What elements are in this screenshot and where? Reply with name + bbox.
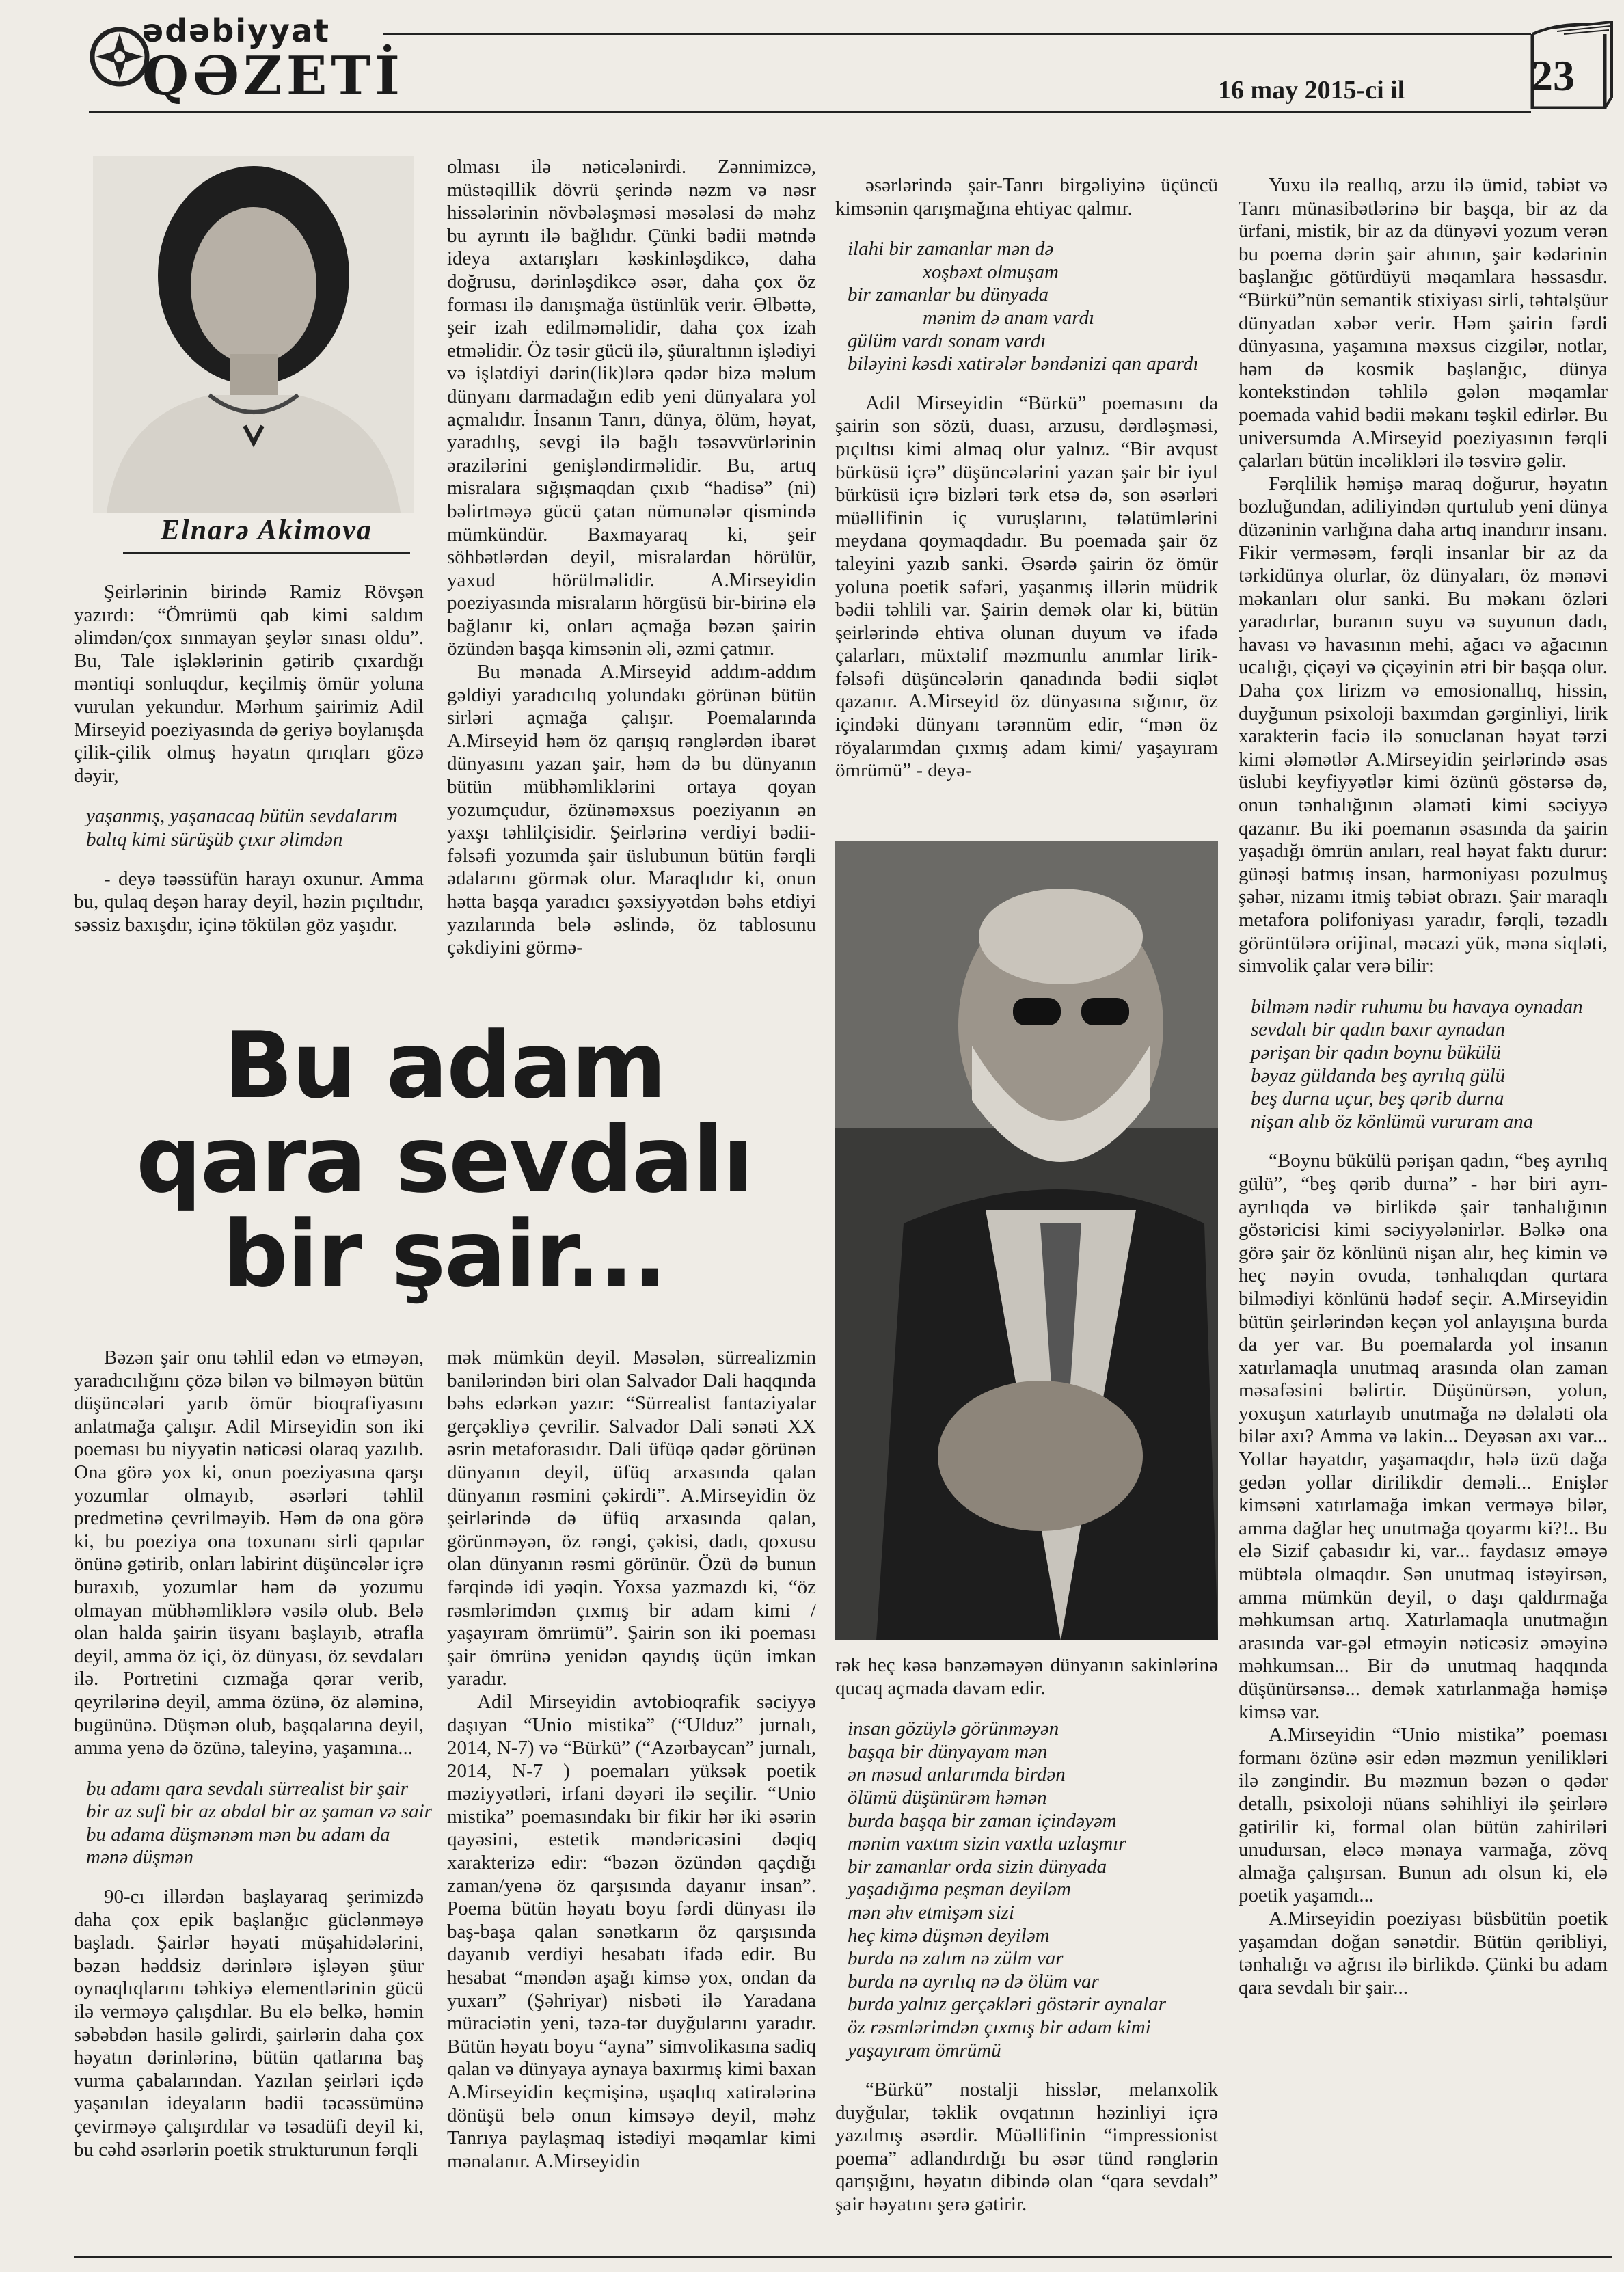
paragraph: A.Mirseyidin poeziyası büsbütün poetik yaşamdan doğan sənətdir. Bütün qəribliyi, tənhalığı və ağrısı ilə birlikdə. Çünki bu adam qara sevdalı bir şair...	[1239, 1907, 1608, 1999]
verse-line: bu adama düşmənəm mən bu adam da	[86, 1823, 390, 1845]
verse-line: biləyini kəsdi xatirələr bəndənizi qan apardı	[848, 353, 1199, 375]
verse-line: nişan alıb öz könlümü vururam ana	[1251, 1110, 1534, 1133]
verse-line: öz rəsmlərimdən çıxmış bir adam kimi	[848, 2016, 1151, 2038]
verse-line: gülüm vardı sonam vardı	[848, 329, 1046, 352]
verse-line: heç kimə düşmən deyiləm	[848, 1924, 1050, 1947]
verse-line: beş durna uçur, beş qərib durna	[1251, 1087, 1504, 1110]
masthead	[89, 12, 404, 115]
issue-date: 16 may 2015-ci il	[1218, 76, 1405, 105]
star-emblem-icon	[89, 26, 150, 87]
paragraph: Bəzən şair onu təhlil edən və etməyən, yaradıcılığını çözə bilən və bilməyən bütün düşüncələri yarıb ömür bioqrafiyasını anlatmağa çalışır. Adil Mirseyidin son iki poeması bu niyyətin nəticəsi olaraq yazılıb. Ona görə yox ki, onun poeziyasına qarşı yozumlar olmayıb, əsərləri təhlil predmetinə çevrilməyib. Həm də ona görə ki, bu poeziya ona toxunanı sirli qapılar önünə gətirib, onları labirint düşüncələr içrə buraxıb, yozumlar həm də yozumu olmayan mübhəmliklərə vəsilə olub. Belə olan halda şairin üsyanı başlayıb, ətrafla deyil, amma öz içi, öz dünyası, öz sevdaları ilə. Portretini cızmağa qərar verib, qeyrilərinə deyil, amma özünə, öz aləminə, bugününə. Düşmən olub, başqalarına deyil, amma yenə də özünə, taleyinə, yaşamına...	[74, 1347, 424, 1759]
verse-line: başqa bir dünyayam mən	[848, 1740, 1048, 1763]
verse-line: balıq kimi sürüşüb çıxır əlimdən	[86, 828, 343, 850]
column-3-top	[835, 174, 1218, 783]
verse-line: ən məsud anlarımda birdən	[848, 1763, 1066, 1786]
verse-line: bir az sufi bir az abdal bir az şaman və sair	[86, 1800, 432, 1823]
verse-line: yaşanmış, yaşanacaq bütün sevdalarım	[86, 805, 398, 828]
verse	[848, 238, 1218, 376]
column-1-bottom	[74, 1347, 432, 2161]
masthead-line2: QƏZETİ	[142, 45, 404, 107]
verse-line: mən əhv etmişəm sizi	[848, 1901, 1015, 1923]
page-number-box	[1530, 21, 1616, 109]
verse-line: sevdalı bir qadın baxır aynadan	[1251, 1018, 1506, 1041]
paragraph: olması ilə nəticələnirdi. Zənnimizcə, müstəqillik dövrü şerində nəzm və nəsr hissələrinin növbələşməsi məsələsi də məhz bu ayrıntı ilə bağlıdır. Çünki bədii mətndə ideya axtarışları kəskinləşdikcə, daha doğrusu, dərinləşdikcə əsər, daha çox öz forması ilə danışmağa üstünlük verir. Əlbəttə, şeir izah edilməməlidir, daha çox izah etməlidir. Öz təsir gücü ilə, şüuraltının işlədiyi və işlətdiyi dərin(lik)lərə qədər bizə məlum dünyanı darmadağın edib yeni dünyalara yol açmalıdır. İnsanın Tanrı, dünya, ölüm, həyat, yaradılış, sevgi ilə bağlı təsəvvürlərinin ərazilərini genişləndirməlidir. Bu, artıq misralara sığışmaqdan çıxıb “hadisə” (ni) bəlirtməyə gücü çatan nümunələr qismində mümkündür. Baxmayaraq ki, şeir söhbətlərdən deyil, misralardan hörülür, yaxud hörülməlidir. A.Mirseyidin poeziyasında misraların hörgüsü bir-birinə elə bağlanır ki, onları açmağa bəzən şairin özündən başqa kimsənin əli, əzmi çatmır.	[447, 156, 816, 660]
headline-line: Bu adam	[223, 1012, 666, 1119]
paragraph: “Bürkü” nostalji hisslər, melanxolik duyğular, təklik ovqatının həzinliyi içrə yazılmış əsərdir. Müəllifinin “impressionist poema” adlandırdığı bu əsər tünd rənglərin qarışığını, həyatın dibində olan “qara sevdalı” şair həyatını şerə gətirir.	[835, 2079, 1218, 2216]
paragraph: Şeirlərinin birində Ramiz Rövşən yazırdı: “Ömrümü qab kimi saldım əlimdən/çox sınmayan şeylər sınası oldu”. Bu, Tale işləklərinin gətirib çıxardığı məntiqi sonluqdur, keçilmiş ömür yoluna vurulan yekundur. Mərhum şairimiz Adil Mirseyid poeziyasında də geriyə boylanışda çilik-çilik olmuş həyatın qırıqları gözə dəyir,	[74, 581, 424, 787]
verse-line: yaşadığıma peşman deyiləm	[848, 1878, 1071, 1901]
verse-line: mənə düşmən	[86, 1846, 194, 1869]
verse-line: bir zamanlar orda sizin dünyada	[848, 1855, 1107, 1878]
paragraph: A.Mirseyidin “Unio mistika” poeması formanı özünə əsir edən məzmun yenilikləri ilə zəngindir. Bu məzmun bəzən o qədər detallı, psixoloji nüans səhihliyi ilə şeirlərə gətirilir ki, formal olan bütün zahiriləri unudursan, eləcə mənaya varmağa, zövq almağa çalışırsan. Bunun adı olsun ki, elə poetik yaşamdı...	[1239, 1724, 1608, 1907]
verse-line: bilməm nədir ruhumu bu havaya oynadan	[1251, 995, 1583, 1018]
verse-line: yaşayıram ömrümü	[848, 2039, 1001, 2061]
verse-line: bir zamanlar bu dünyada	[848, 284, 1049, 306]
verse-line: mənim də anam vardı	[923, 306, 1095, 329]
verse-line: burda nə zalım nə zülm var	[848, 1947, 1064, 1970]
verse-line: ölümü düşünürəm həmən	[848, 1786, 1047, 1809]
verse-line: insan gözüylə görünməyən	[848, 1718, 1059, 1740]
header-top-rule	[383, 33, 1531, 35]
verse-line: ilahi bir zamanlar mən də	[848, 238, 1054, 260]
verse-line: bu adamı qara sevdalı sürrealist bir şair	[86, 1777, 409, 1800]
paragraph: Adil Mirseyidin avtobioqrafik səciyyə daşıyan “Unio mistika” (“Ulduz” jurnalı, 2014, N-7) və “Bürkü” (“Azərbaycan” jurnalı, 2014, N-7 ) poemaları yüksək poetik məziyyətləri, irfani dəyəri ilə seçilir. “Unio mistika” poemasındakı bir fikir hər iki əsərin qayəsini, estetik məndəricəsini dəqiq xarakterizə edir: “bəzən özündən qaçdığı zaman/yenə öz qarşısında dayanır insan”. Poema bütün həyatı boyu fərdi dünyası ilə baş-başa qalan sənətkarın öz qarşısında dayanıb verdiyi hesabatı ifadə edir. Bu hesabat “məndən aşağı kimsə yox, ondan da yuxarı” (Şəhriyar) nisbəti ilə Yaradana müraciətin yeni, təzə-tər duyğularını yaradır. Bütün həyatı boyu “ayna” simvolikasına sadiq qalan və dünyaya aynaya baxırmış kimi baxan A.Mirseyidin keçmişinə, uşaqlıq xatirələrinə dönüşü belə onun kimsəyə deyil, məhz Tanrıya paylaşmaq istədiyi məqamlar kimi mənalanır. A.Mirseyidin	[447, 1690, 816, 2172]
verse-line: bəyaz güldanda beş ayrılıq gülü	[1251, 1064, 1506, 1087]
headline-line: qara sevdalı	[136, 1107, 753, 1213]
paragraph: Adil Mirseyidin “Bürkü” poemasını da şairin son sözü, duası, arzusu, dərdləşməsi, pıçıltısı kimi almaq olur yalnız. “Bir avqust bürküsü içrə” düşüncələrini yazan şair bir iyul bürküsü içrə bizləri tərk etsə də, son əsərləri müəllifinin iç vuruşlarını, təlatümlərini meydana qoymaqdadır. Bu poemada şair öz taleyini yazıb sanki. Əsərdə şairin öz ömür yoluna poetik səfəri, yaşanmış illərin müdrik bədii təhlili var. Şairin demək olar ki, bütün şeirlərində ehtiva olunan duyum və ifadə çalarları, müxtəlif məzmunlu anımlar lirik-fəlsəfi düşüncələrin qanadında bədii siqlət qazanır. A.Mirseyid öz dünyasına sığınır, öz içindəki dünyanı tərənnüm edir, “mən öz röyalarımdan çıxmış adam kimi/ yaşayıram ömrümü” - deyə-	[835, 392, 1218, 782]
paragraph: 90-cı illərdən başlayaraq şerimizdə daha çox epik başlanğıc güclənməyə başladı. Şairlər həyati müşahidələrini, bəzən həddsiz dərinlərə işləyən şüur oynaqlıqlarını təhkiyə elementlərinin gücü ilə verməyə çalışdılar. Bu elə belkə, həmin səbəbdən hasilə gəlirdi, şairlərin daha çox həyatın dərinlərinə, bütün qatlarına baş vurma çabalarından. Yazılan şeirləri içdə yaşanılan ideyaların bədii təcəssümünə çevirməyə çalışırdılar və təsadüfi deyil ki, bu cəhd əsərlərin poetik strukturunun fərqli	[74, 1886, 424, 2161]
author-portrait	[93, 156, 414, 513]
paragraph: “Boynu bükülü pərişan qadın, “beş ayrılıq gülü”, “beş qərib durna” - hər biri ayrı-ayrılıqda və birlikdə şair tənhalığının göstəricisi kimi səciyyələnirlər. Bəlkə ona görə şair öz könlünü nişan alır, heç kimin və heç nəyin ovuda, tənhalıqdan qurtara bilmədiyi könlünü hədəf seçir. A.Mirseyidin bütün şeirlərindən keçən yol anlayışına burda da yer var. Bu poemalarda yol insanın xatırlamaqla unutmaq arasında olan zaman məsafəsini bəlirtir. Düşünürsən, yolun, yoxuşun xatırlayıb unutmağa nə dəlaləti ola bilər axı? Amma və lakin... Deyəsən axı var... Yollar həyatdır, yaşamaqdır, hələ üzü dağa gedən yollar dirilikdir deməli... Enişlər kimsəni xatırlamağa imkan verməyə bilər, amma dağlar heç unutmağa qoyarmı ki?!.. Bu elə Sizif çabasıdır ki, var... faydasız əməyə mübtəla olmaqdır. Sən unutmaq istəyirsən, amma mümkün deyil, o daşı qaldırmağa məhkumsan artıq. Xatırlamaqla unutmağın arasında var-gəl etməyin nəticəsiz əməyinə məhkumsan... Bir də unutmaq haqqında düşünürsənsə... demək xatırlanmağa həmişə kimsə var.	[1239, 1150, 1608, 1723]
column-2-bottom	[447, 1347, 816, 2173]
poet-photo	[835, 841, 1218, 1640]
header-rule	[89, 111, 1531, 113]
article-headline	[103, 1012, 786, 1308]
column-1-top	[74, 581, 424, 936]
headline-line: bir şair...	[222, 1201, 666, 1308]
paragraph: əsərlərində şair-Tanrı birgəliyinə üçüncü kimsənin qarışmağına ehtiyac qalmır.	[835, 174, 1218, 219]
author-name: Elnarə Akimova	[123, 514, 410, 554]
paragraph: - deyə təəssüfün harayı oxunur. Amma bu, qulaq deşən haray deyil, həzin pıçıltıdır, səssiz baxışdır, içinə tökülən göz yaşıdır.	[74, 867, 424, 936]
column-4	[1239, 174, 1608, 1999]
paragraph: Fərqlilik həmişə maraq doğurur, həyatın bozluğundan, adiliyindən qurtulub yeni dünya düzəninin varlığına daha artıq inandırır insanı. Fikir verməsəm, fərqli insanlar bir az da tərkidünya olurlar, öz dünyaları, öz mənəvi məkanları olur sanki. Bu məkanı özləri yaradırlar, buranın suyu və suyunun dadı, havası və havasının mehi, ağacı və ağacının ucalığı, çiçəyi və çiçəyinin ətri bir başqa olur. Daha çox lirizm və emosionallıq, hissin, duyğunun psixoloji baxımdan gərginliyi, lirik xarakterin faciə ilə sonuclanan həyat tərzi kimi ələmətlər A.Mirseyidin şeirlərində əsas üslubi keyfiyyətlər kimi özünü göstərsə də, onun tənhalığının əlaməti kimi səciyyə qazanır. Bu iki poemanın əsasında da şairin yaşadığı ömrün anıları, real həyat faktı durur: günəşi batmış insan, harmoniyası pozulmuş şəhər, nizamı itmiş təbiət obrazı. Şair maraqlı metafora polifoniyası yaradır, fərqli, təzadlı görüntülərə orijinal, məcazi yük, məna siqləti, simvolik çalar verə bilir:	[1239, 472, 1608, 977]
verse	[848, 1718, 1218, 2062]
poet-photo-image	[835, 841, 1218, 1640]
verse-line: burda yalnız gerçəkləri göstərir aynalar	[848, 1993, 1167, 2016]
author-photo	[93, 156, 414, 513]
verse	[1251, 996, 1608, 1134]
masthead-line1: ədəbiyyat	[142, 12, 331, 49]
paragraph: rək heç kəsə bənzəməyən dünyanın sakinlərinə qucaq açmada davam edir.	[835, 1654, 1218, 1699]
paragraph: Yuxu ilə reallıq, arzu ilə ümid, təbiət və Tanrı münasibətlərinə bir başqa, bir az da ürfani, mistik, bir az da dünyəvi yozum verən bu poema dərin şair ahının, şair kədərinin başlanğıc götürdüyü məqamlara həssasdır. “Bürkü”nün semantik stixiyası sirli, təhtəlşüur dünyadan xəbər verir. Həm şairin fərdi dünyasına, yaşamına məxsus cizgilər, notlar, həm də kosmik başlanğıc, dünya kontekstindən təhlilə gələn məqamlar poemada vahid bədii məkanı təşkil edirlər. Bu universumda A.Mirseyid poeziyasının fərqli çalarları bütün incəlikləri ilə təsvirə gəlir.	[1239, 174, 1608, 472]
verse-line: mənim vaxtım sizin vaxtla uzlaşmır	[848, 1833, 1126, 1855]
page-number: 23	[1531, 51, 1575, 100]
verse-line: burda başqa bir zaman içindəyəm	[848, 1809, 1117, 1832]
footer-rule	[74, 2256, 1612, 2258]
verse	[86, 1777, 432, 1869]
verse-line: burda nə ayrılıq nə də ölüm var	[848, 1970, 1099, 1992]
paragraph: mək mümkün deyil. Məsələn, sürrealizmin banilərindən biri olan Salvador Dali haqqında bəhs edərkən yazır: “Sürrealist fantaziyalar gerçəkliyə çevrilir. Salvador Dali sənəti XX əsrin metaforasıdır. Dali üfüqə qədər görünən dünyanın deyil, üfüq arxasında qalan dünyanın rəsmini çəkirdi”. A.Mirseyidin öz şeirlərində də üfüq arxasında qalan, görünməyən, öz rəngi, çəkisi, dadı, qoxusu olan dünyanın rəsmi görünür. Özü də bunun fərqində idi yəqin. Yoxsa yazmazdı ki, “öz rəsmlərimdən çıxmış bir adam kimi / yaşayıram ömrümü”. Şairin son iki poeması şair ömrünə yenidən qayıdış üçün imkan yaradır.	[447, 1347, 816, 1690]
verse-line: xoşbəxt olmuşam	[923, 260, 1059, 283]
paragraph: Bu mənada A.Mirseyid addım-addım gəldiyi yaradıcılıq yolundakı görünən bütün sirləri açmağa çalışır. Poemalarında A.Mirseyid həm öz qarışıq rənglərdən ibarət dünyasını yazan şair, həm də bu dünyanın bütün mübhəmliklərini ortaya qoyan yozumçudur, özünəməxsus poeziyanın ən yaxşı təhlilçisidir. Şeirlərinə verdiyi bədii-fəlsəfi yozumda şair üslubunun bütün fərqli ədalarını görmək olur. Maraqlıdır ki, onun hətta başqa yaradıcı şəxsiyyətdən bəhs etdiyi yazılarında belə əslində, öz tablosunu çəkdiyini görmə-	[447, 661, 816, 959]
column-3-bottom	[835, 1654, 1218, 2217]
column-2-top	[447, 156, 816, 960]
verse	[86, 805, 424, 851]
verse-line: pərişan bir qadın boynu bükülü	[1251, 1041, 1501, 1064]
